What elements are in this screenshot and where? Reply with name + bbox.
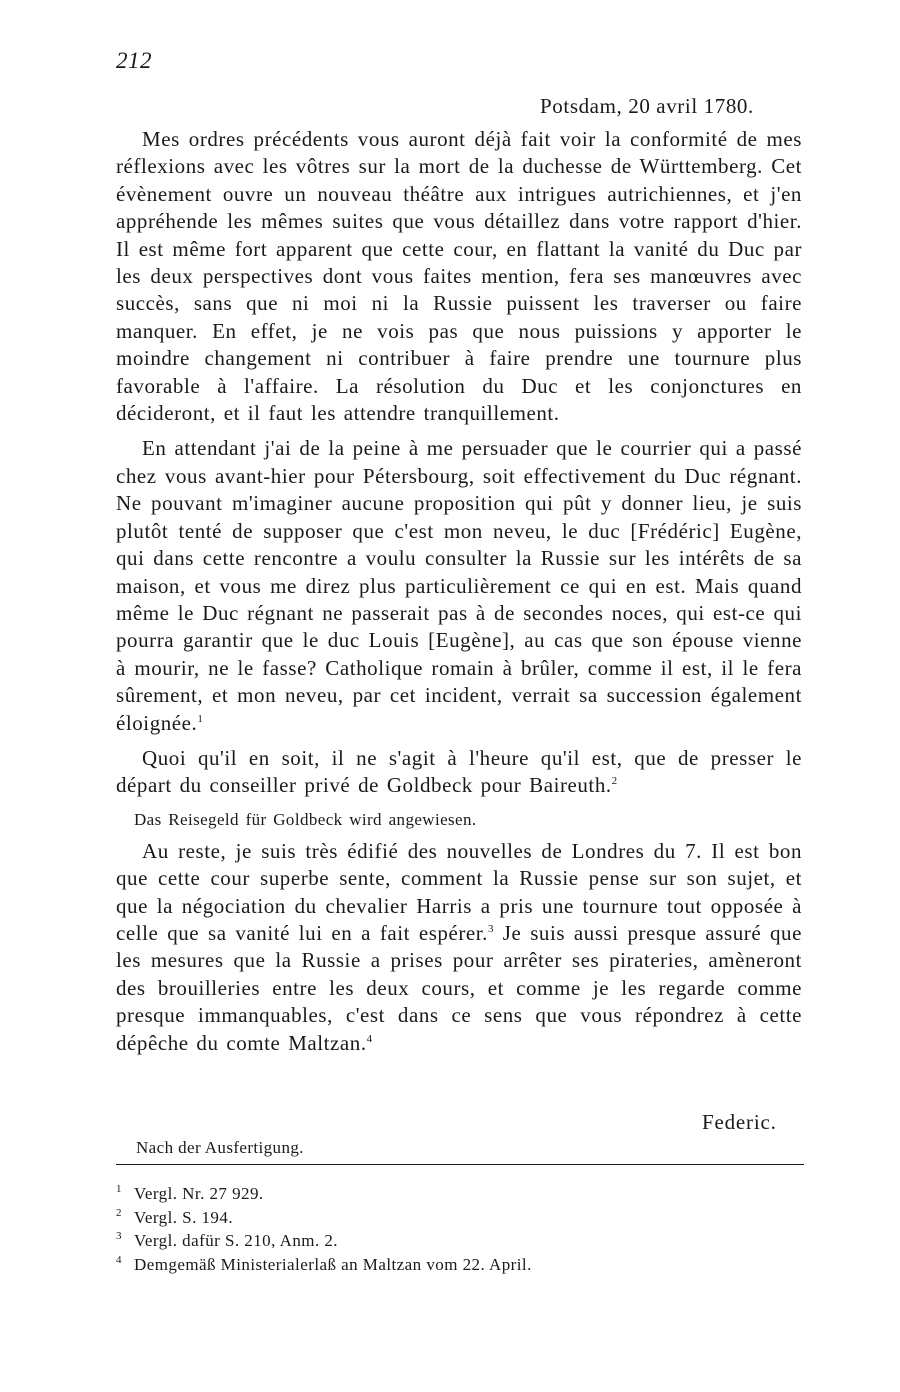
footnote-text-4: Demgemäß Ministerialerlaß an Maltzan vom 22. April. xyxy=(134,1254,532,1274)
footnote-text-1: Vergl. Nr. 27 929. xyxy=(134,1184,264,1203)
footnote-ref-1: 1 xyxy=(197,712,204,725)
footnote-ref-4: 4 xyxy=(366,1032,373,1045)
paragraph-1-text: Mes ordres précédents vous auront déjà fait voir la conformité de mes réflexions avec les vôtres sur la mort de la duchesse de Württemberg. Cet évènement ouvre un nouveau théâtre aux intrigues autrichiennes, et j'en appréhende les mêmes suites que vous détaillez dans votre rapport d'hier. Il est même fort apparent que cette cour, en flattant la vanité du Duc par les deux perspectives dont vous faites mention, fera ses manœuvres avec succès, sans que ni moi ni la Russie puissent les traverser ou faire manquer. En effet, je ne vois pas que nous puissions y apporter le moindre changement ni contribuer à faire prendre une tournure plus favorable à l'affaire. La résolution du Duc et les conjonctures en décideront, et il faut les attendre tranquillement. xyxy=(116,127,802,426)
page-number: 212 xyxy=(116,48,152,73)
footnote-4: 4 Demgemäß Ministerialerlaß an Maltzan vom 22. April. xyxy=(116,1253,532,1274)
source-note: Nach der Ausfertigung. xyxy=(136,1138,304,1157)
footnote-ref-2: 2 xyxy=(611,775,618,788)
letter-body xyxy=(116,126,802,1057)
signature: Federic. xyxy=(702,1110,777,1134)
paragraph-2 xyxy=(116,435,802,736)
footnote-ref-3: 3 xyxy=(487,922,494,935)
paragraph-4-text-b: Je suis aussi presque assuré que les mesures que la Russie a prises pour arrêter ses pirateries, amèneront des brouilleries entre les deux cours, et comme je les regarde comme presque immanquables, c'est dans ce sens que vous répondrez à cette dépêche du comte Maltzan. xyxy=(116,920,802,1055)
paragraph-1 xyxy=(116,126,802,427)
footnote-1: 1 Vergl. Nr. 27 929. xyxy=(116,1183,264,1203)
footnote-text-3: Vergl. dafür S. 210, Anm. 2. xyxy=(134,1231,338,1250)
footnote-divider xyxy=(116,1164,804,1165)
paragraph-3 xyxy=(116,745,802,800)
footnote-2: 2 Vergl. S. 194. xyxy=(116,1206,234,1227)
editorial-note: Das Reisegeld für Goldbeck wird angewiesen. xyxy=(134,809,477,829)
footnote-3: 3 Vergl. dafür S. 210, Anm. 2. xyxy=(116,1230,338,1250)
paragraph-4-text-a: Au reste, je suis très édifié des nouvelles de Londres du 7. Il est bon que cette cour superbe sente, comment la Russie pense sur son sujet, et que la négociation du chevalier Harris a pris une tournure tout opposée à celle que sa vanité lui en a fait espérer. xyxy=(116,838,802,945)
paragraph-3-text: Quoi qu'il en soit, il ne s'agit à l'heure qu'il est, que de presser le départ du conseiller privé de Goldbeck pour Baireuth. xyxy=(116,745,802,798)
paragraph-4 xyxy=(116,838,802,1057)
footnotes xyxy=(116,1182,716,1276)
dateline: Potsdam, 20 avril 1780. xyxy=(540,94,754,118)
paragraph-2-text: En attendant j'ai de la peine à me persuader que le courrier qui a passé chez vous avant-hier pour Pétersbourg, soit effectivement du Duc régnant. Ne pouvant m'imaginer aucune proposition qui pût y donner lieu, je suis plutôt tenté de supposer que c'est mon neveu, le duc [Frédéric] Eugène, qui dans cette rencontre a voulu consulter la Russie sur les intérêts de sa maison, et vous me direz plus particulièrement ce qui en est. Mais quand même le Duc régnant ne passerait pas à de secondes noces, qui est-ce qui pourra garantir que le duc Louis [Eugène], au cas que son épouse vienne à mourir, ne le fasse? Catholique romain à brûler, comme il est, il le fera sûrement, et mon neveu, par cet incident, verrait sa succession également éloignée. xyxy=(116,436,802,735)
footnote-text-2: Vergl. S. 194. xyxy=(134,1207,234,1227)
